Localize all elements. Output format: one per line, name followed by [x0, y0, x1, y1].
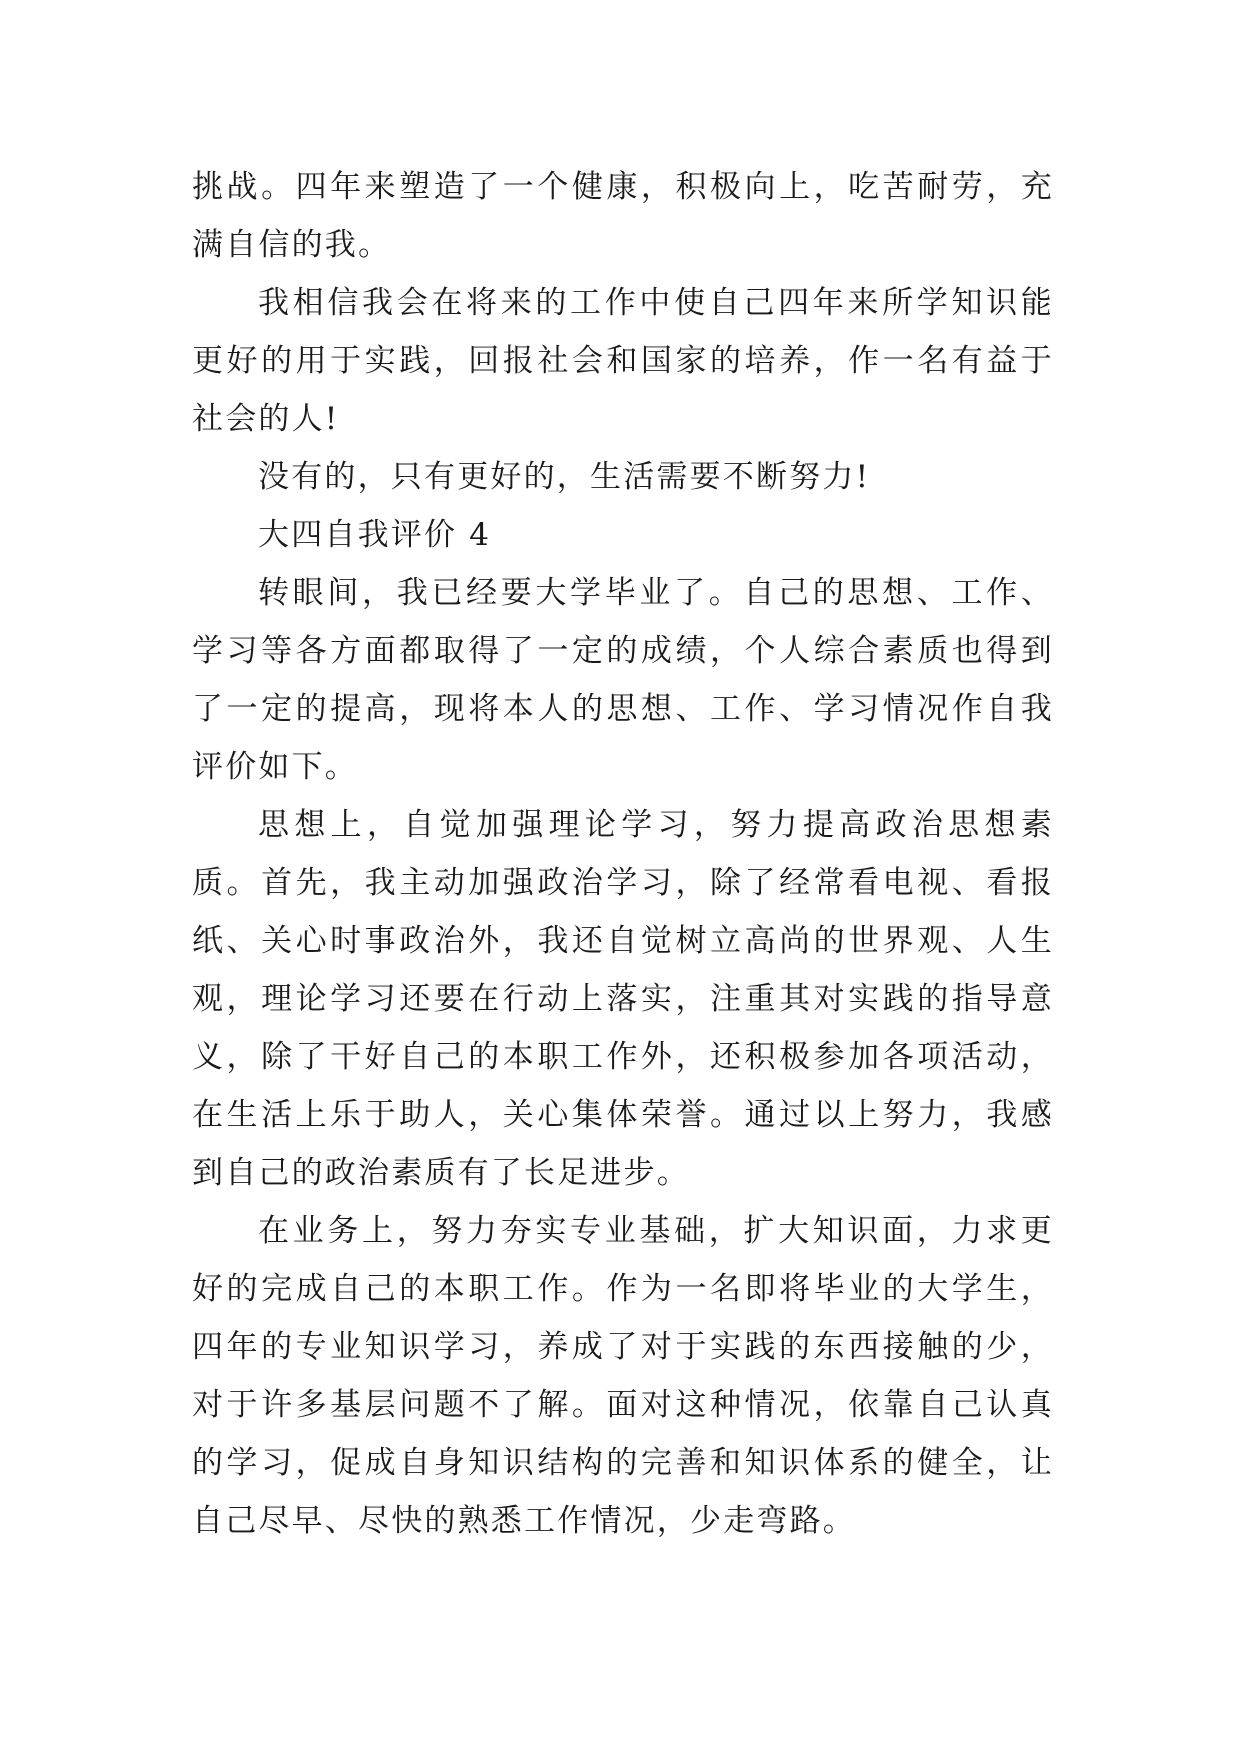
section-heading: 大四自我评价 4: [258, 517, 492, 553]
paragraph-6: 在业务上，努力夯实专业基础，扩大知识面，力求更好的完成自己的本职工作。作为一名即将毕业的大学生，四年的专业知识学习，养成了对于实践的东西接触的少，对于许多基层问题不了解。面对这种情况，依靠自己认真的学习，促成自身知识结构的完善和知识体系的健全，让自己尽早、尽快的熟悉工作情况，少走弯路。: [192, 1213, 1054, 1539]
paragraph-2: 我相信我会在将来的工作中使自己四年来所学知识能更好的用于实践，回报社会和国家的培养，作一名有益于社会的人!: [192, 285, 1054, 437]
document-body: [192, 158, 1054, 1550]
paragraph-3: 没有的，只有更好的，生活需要不断努力!: [258, 459, 871, 495]
paragraph-5: 思想上，自觉加强理论学习，努力提高政治思想素质。首先，我主动加强政治学习，除了经常看电视、看报纸、关心时事政治外，我还自觉树立高尚的世界观、人生观，理论学习还要在行动上落实，注重其对实践的指导意义，除了干好自己的本职工作外，还积极参加各项活动，在生活上乐于助人，关心集体荣誉。通过以上努力，我感到自己的政治素质有了长足进步。: [192, 807, 1054, 1191]
paragraph-1: 挑战。四年来塑造了一个健康，积极向上，吃苦耐劳，充满自信的我。: [192, 169, 1054, 263]
paragraph-4: 转眼间，我已经要大学毕业了。自己的思想、工作、学习等各方面都取得了一定的成绩，个人综合素质也得到了一定的提高，现将本人的思想、工作、学习情况作自我评价如下。: [192, 575, 1054, 785]
